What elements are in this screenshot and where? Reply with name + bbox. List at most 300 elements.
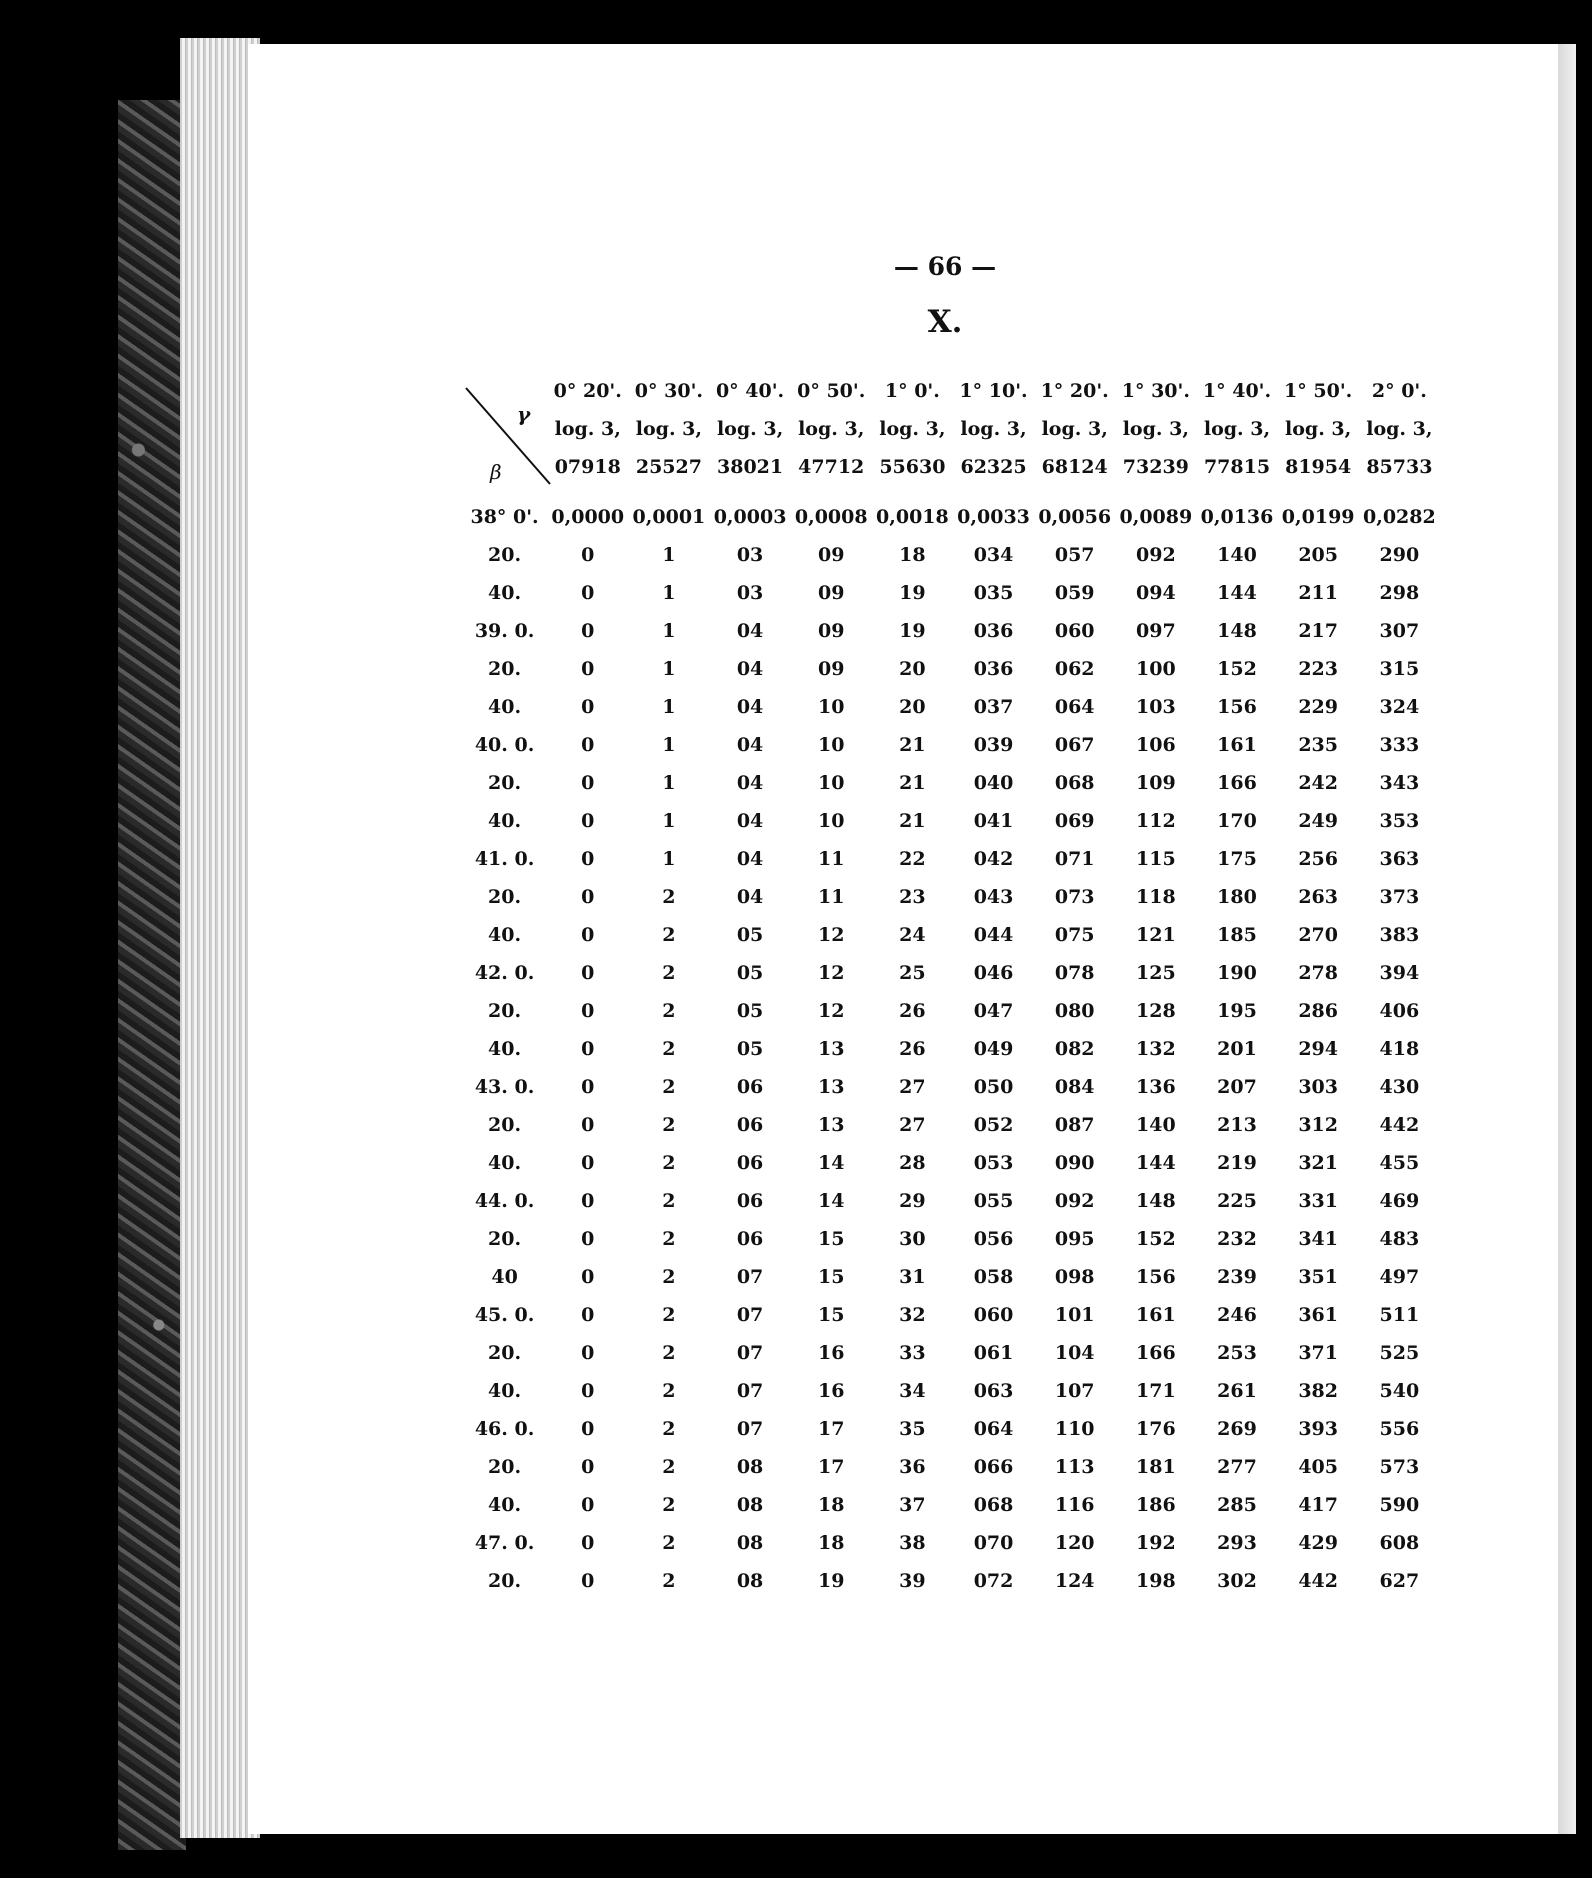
value-cell: 064 <box>973 1418 1014 1440</box>
value-cell: 068 <box>973 1494 1014 1516</box>
value-cell: 148 <box>1217 620 1257 642</box>
header-cell: 1° 40'. <box>1202 380 1272 402</box>
header-cell: 0° 50'. <box>797 380 866 402</box>
value-cell: 1 <box>662 582 676 604</box>
value-cell: 211 <box>1298 582 1338 604</box>
value-cell: 25 <box>899 962 926 984</box>
value-cell: 10 <box>817 810 845 832</box>
value-cell: 175 <box>1217 848 1257 870</box>
table-row <box>462 1068 1440 1106</box>
header-cell: log. 3, <box>960 418 1027 440</box>
value-cell: 229 <box>1298 696 1338 718</box>
value-cell: 067 <box>1054 734 1095 756</box>
header-cell: log. 3, <box>554 418 621 440</box>
value-cell: 12 <box>817 924 845 946</box>
value-cell: 08 <box>736 1494 764 1516</box>
value-cell: 12 <box>817 1000 845 1022</box>
value-cell: 219 <box>1217 1152 1257 1174</box>
value-cell: 21 <box>899 734 926 756</box>
value-cell: 08 <box>736 1570 764 1592</box>
value-cell: 16 <box>817 1342 845 1364</box>
value-cell: 161 <box>1136 1304 1176 1326</box>
value-cell: 11 <box>817 886 845 908</box>
value-cell: 058 <box>973 1266 1014 1288</box>
value-cell: 0,0282 <box>1363 506 1436 528</box>
value-cell: 36 <box>899 1456 926 1478</box>
header-cell: log. 3, <box>1366 418 1433 440</box>
value-cell: 249 <box>1298 810 1338 832</box>
value-cell: 10 <box>817 696 845 718</box>
value-cell: 27 <box>899 1114 926 1136</box>
value-cell: 136 <box>1136 1076 1176 1098</box>
value-cell: 113 <box>1054 1456 1095 1478</box>
value-cell: 2 <box>662 1532 676 1554</box>
value-cell: 22 <box>899 848 926 870</box>
value-cell: 1 <box>662 734 676 756</box>
value-cell: 037 <box>973 696 1014 718</box>
value-cell: 110 <box>1054 1418 1095 1440</box>
beta-cell: 20. <box>488 658 522 680</box>
value-cell: 07 <box>736 1304 764 1326</box>
value-cell: 156 <box>1217 696 1257 718</box>
value-cell: 213 <box>1217 1114 1257 1136</box>
value-cell: 286 <box>1298 1000 1338 1022</box>
value-cell: 627 <box>1379 1570 1420 1592</box>
header-cell: 25527 <box>635 456 702 478</box>
header-cell: log. 3, <box>1203 418 1271 440</box>
value-cell: 2 <box>662 1152 676 1174</box>
value-cell: 0 <box>581 1266 595 1288</box>
value-cell: 225 <box>1217 1190 1257 1212</box>
value-cell: 04 <box>736 810 764 832</box>
value-cell: 290 <box>1379 544 1420 566</box>
header-log-value-row <box>462 448 1440 486</box>
value-cell: 171 <box>1136 1380 1176 1402</box>
value-cell: 186 <box>1136 1494 1176 1516</box>
header-cell: 07918 <box>554 456 621 478</box>
value-cell: 0 <box>581 924 595 946</box>
value-cell: 107 <box>1054 1380 1095 1402</box>
value-cell: 11 <box>817 848 845 870</box>
table-row <box>462 878 1440 916</box>
value-cell: 201 <box>1217 1038 1257 1060</box>
value-cell: 303 <box>1298 1076 1338 1098</box>
value-cell: 104 <box>1054 1342 1095 1364</box>
value-cell: 321 <box>1298 1152 1338 1174</box>
value-cell: 393 <box>1298 1418 1338 1440</box>
value-cell: 072 <box>973 1570 1014 1592</box>
value-cell: 302 <box>1217 1570 1257 1592</box>
value-cell: 073 <box>1054 886 1095 908</box>
value-cell: 036 <box>973 620 1014 642</box>
corner-cell <box>462 372 547 410</box>
value-cell: 18 <box>899 544 926 566</box>
value-cell: 1 <box>662 620 676 642</box>
value-cell: 0 <box>581 848 595 870</box>
table-row <box>462 1030 1440 1068</box>
table-row <box>462 954 1440 992</box>
value-cell: 084 <box>1054 1076 1095 1098</box>
value-cell: 12 <box>817 962 845 984</box>
value-cell: 132 <box>1136 1038 1176 1060</box>
beta-cell: 20. <box>488 1342 522 1364</box>
section-title: X. <box>927 304 963 340</box>
header-cell: 68124 <box>1041 456 1108 478</box>
value-cell: 556 <box>1379 1418 1420 1440</box>
value-cell: 2 <box>662 1418 676 1440</box>
value-cell: 363 <box>1379 848 1420 870</box>
value-cell: 14 <box>817 1152 845 1174</box>
value-cell: 315 <box>1379 658 1420 680</box>
value-cell: 0 <box>581 1570 595 1592</box>
value-cell: 120 <box>1054 1532 1095 1554</box>
value-cell: 497 <box>1379 1266 1420 1288</box>
value-cell: 0 <box>581 620 595 642</box>
value-cell: 285 <box>1217 1494 1257 1516</box>
value-cell: 205 <box>1298 544 1338 566</box>
value-cell: 190 <box>1217 962 1257 984</box>
value-cell: 307 <box>1379 620 1420 642</box>
corner-cell <box>462 448 547 486</box>
value-cell: 1 <box>662 658 676 680</box>
value-cell: 256 <box>1298 848 1338 870</box>
header-cell: log. 3, <box>1122 418 1189 440</box>
value-cell: 195 <box>1217 1000 1257 1022</box>
value-cell: 540 <box>1379 1380 1420 1402</box>
value-cell: 0 <box>581 1190 595 1212</box>
value-cell: 331 <box>1298 1190 1338 1212</box>
beta-cell: 40 <box>491 1266 518 1288</box>
value-cell: 042 <box>973 848 1014 870</box>
value-cell: 1 <box>662 772 676 794</box>
value-cell: 140 <box>1136 1114 1176 1136</box>
table-row <box>462 1144 1440 1182</box>
value-cell: 10 <box>817 772 845 794</box>
value-cell: 036 <box>973 658 1014 680</box>
value-cell: 2 <box>662 1000 676 1022</box>
value-cell: 092 <box>1054 1190 1095 1212</box>
table-row <box>462 802 1440 840</box>
value-cell: 092 <box>1136 544 1176 566</box>
value-cell: 2 <box>662 1494 676 1516</box>
value-cell: 0 <box>581 1114 595 1136</box>
value-cell: 343 <box>1379 772 1420 794</box>
header-cell: 1° 0'. <box>884 380 940 402</box>
header-cell: 1° 50'. <box>1284 380 1353 402</box>
value-cell: 040 <box>973 772 1014 794</box>
value-cell: 0 <box>581 1342 595 1364</box>
table-row <box>462 992 1440 1030</box>
value-cell: 2 <box>662 1190 676 1212</box>
value-cell: 17 <box>817 1418 845 1440</box>
value-cell: 08 <box>736 1456 764 1478</box>
value-cell: 087 <box>1054 1114 1095 1136</box>
value-cell: 109 <box>1136 772 1176 794</box>
value-cell: 525 <box>1379 1342 1420 1364</box>
header-cell: log. 3, <box>879 418 946 440</box>
value-cell: 0 <box>581 658 595 680</box>
value-cell: 270 <box>1298 924 1338 946</box>
value-cell: 21 <box>899 810 926 832</box>
value-cell: 034 <box>973 544 1014 566</box>
table-row <box>462 650 1440 688</box>
beta-cell: 40. 0. <box>474 734 535 756</box>
beta-cell: 40. <box>488 1038 522 1060</box>
value-cell: 152 <box>1136 1228 1176 1250</box>
value-cell: 0 <box>581 810 595 832</box>
beta-cell: 43. 0. <box>474 1076 535 1098</box>
value-cell: 063 <box>973 1380 1014 1402</box>
value-cell: 0 <box>581 582 595 604</box>
value-cell: 351 <box>1298 1266 1338 1288</box>
value-cell: 0 <box>581 962 595 984</box>
value-cell: 2 <box>662 1304 676 1326</box>
corner-cell <box>462 410 547 448</box>
value-cell: 0,0199 <box>1281 506 1355 528</box>
value-cell: 144 <box>1136 1152 1176 1174</box>
value-cell: 293 <box>1217 1532 1257 1554</box>
header-cell: 0° 20'. <box>553 380 622 402</box>
beta-cell: 20. <box>488 1000 522 1022</box>
value-cell: 20 <box>899 696 926 718</box>
value-cell: 125 <box>1136 962 1176 984</box>
value-cell: 33 <box>899 1342 926 1364</box>
value-cell: 442 <box>1298 1570 1338 1592</box>
table-row <box>462 764 1440 802</box>
value-cell: 080 <box>1054 1000 1095 1022</box>
table-row <box>462 536 1440 574</box>
value-cell: 511 <box>1379 1304 1420 1326</box>
value-cell: 07 <box>736 1380 764 1402</box>
header-cell: log. 3, <box>716 418 784 440</box>
table-row <box>462 1334 1440 1372</box>
table-row <box>462 1258 1440 1296</box>
value-cell: 0 <box>581 772 595 794</box>
value-cell: 098 <box>1054 1266 1095 1288</box>
value-cell: 0,0136 <box>1200 506 1274 528</box>
value-cell: 095 <box>1054 1228 1095 1250</box>
header-cell: 1° 20'. <box>1040 380 1109 402</box>
value-cell: 047 <box>973 1000 1014 1022</box>
beta-cell: 20. <box>488 1114 522 1136</box>
value-cell: 057 <box>1054 544 1095 566</box>
value-cell: 04 <box>736 658 764 680</box>
beta-cell: 20. <box>488 1228 522 1250</box>
value-cell: 180 <box>1217 886 1257 908</box>
table-row <box>462 916 1440 954</box>
value-cell: 070 <box>973 1532 1014 1554</box>
value-cell: 30 <box>899 1228 926 1250</box>
corner-gamma-label: γ <box>517 402 531 426</box>
header-cell: log. 3, <box>798 418 865 440</box>
value-cell: 2 <box>662 924 676 946</box>
value-cell: 0 <box>581 1532 595 1554</box>
value-cell: 148 <box>1136 1190 1176 1212</box>
value-cell: 294 <box>1298 1038 1338 1060</box>
header-log-label-row <box>462 410 1440 448</box>
beta-cell: 40. <box>488 696 522 718</box>
table-row <box>462 688 1440 726</box>
value-cell: 394 <box>1379 962 1420 984</box>
value-cell: 0 <box>581 1494 595 1516</box>
value-cell: 071 <box>1054 848 1095 870</box>
value-cell: 044 <box>973 924 1014 946</box>
value-cell: 483 <box>1379 1228 1420 1250</box>
beta-cell: 40. <box>488 1152 522 1174</box>
value-cell: 152 <box>1217 658 1257 680</box>
value-cell: 062 <box>1054 658 1095 680</box>
value-cell: 04 <box>736 734 764 756</box>
value-cell: 064 <box>1054 696 1095 718</box>
value-cell: 049 <box>973 1038 1014 1060</box>
table-row <box>462 1410 1440 1448</box>
value-cell: 278 <box>1298 962 1338 984</box>
value-cell: 140 <box>1217 544 1257 566</box>
value-cell: 176 <box>1136 1418 1176 1440</box>
value-cell: 100 <box>1136 658 1176 680</box>
value-cell: 068 <box>1054 772 1095 794</box>
value-cell: 05 <box>736 1000 764 1022</box>
table-row <box>462 1448 1440 1486</box>
value-cell: 406 <box>1379 1000 1420 1022</box>
value-cell: 198 <box>1136 1570 1176 1592</box>
value-cell: 03 <box>736 582 764 604</box>
table-row <box>462 1296 1440 1334</box>
value-cell: 2 <box>662 1228 676 1250</box>
value-cell: 18 <box>817 1532 845 1554</box>
value-cell: 418 <box>1379 1038 1420 1060</box>
value-cell: 061 <box>973 1342 1014 1364</box>
value-cell: 455 <box>1379 1152 1420 1174</box>
value-cell: 118 <box>1136 886 1176 908</box>
value-cell: 37 <box>899 1494 926 1516</box>
value-cell: 235 <box>1298 734 1338 756</box>
value-cell: 116 <box>1054 1494 1095 1516</box>
value-cell: 185 <box>1217 924 1257 946</box>
beta-cell: 20. <box>488 1570 522 1592</box>
value-cell: 19 <box>899 582 926 604</box>
value-cell: 09 <box>817 620 845 642</box>
value-cell: 263 <box>1298 886 1338 908</box>
header-cell: 0° 30'. <box>634 380 704 402</box>
value-cell: 106 <box>1136 734 1176 756</box>
value-cell: 312 <box>1298 1114 1338 1136</box>
value-cell: 0 <box>581 734 595 756</box>
table-row <box>462 1106 1440 1144</box>
value-cell: 0,0000 <box>551 506 625 528</box>
value-cell: 144 <box>1217 582 1257 604</box>
value-cell: 2 <box>662 1380 676 1402</box>
value-cell: 09 <box>817 658 845 680</box>
value-cell: 29 <box>899 1190 926 1212</box>
value-cell: 269 <box>1217 1418 1257 1440</box>
header-cell: 2° 0'. <box>1371 380 1427 402</box>
value-cell: 2 <box>662 1114 676 1136</box>
beta-cell: 40. <box>488 924 522 946</box>
value-cell: 16 <box>817 1380 845 1402</box>
value-cell: 26 <box>899 1038 926 1060</box>
value-cell: 066 <box>973 1456 1014 1478</box>
value-cell: 38 <box>899 1532 926 1554</box>
value-cell: 0 <box>581 544 595 566</box>
value-cell: 103 <box>1136 696 1176 718</box>
header-cell: 81954 <box>1285 456 1352 478</box>
header-cell: 77815 <box>1203 456 1271 478</box>
value-cell: 082 <box>1054 1038 1095 1060</box>
value-cell: 046 <box>973 962 1014 984</box>
value-cell: 28 <box>899 1152 926 1174</box>
value-cell: 13 <box>817 1076 845 1098</box>
value-cell: 0,0033 <box>957 506 1030 528</box>
header-cell: 0° 40'. <box>715 380 785 402</box>
value-cell: 26 <box>899 1000 926 1022</box>
value-cell: 383 <box>1379 924 1420 946</box>
value-cell: 090 <box>1054 1152 1095 1174</box>
book-spine <box>118 100 186 1850</box>
value-cell: 246 <box>1217 1304 1257 1326</box>
value-cell: 094 <box>1136 582 1176 604</box>
table-row <box>462 840 1440 878</box>
value-cell: 039 <box>973 734 1014 756</box>
table-row <box>462 726 1440 764</box>
value-cell: 04 <box>736 772 764 794</box>
beta-cell: 44. 0. <box>474 1190 535 1212</box>
value-cell: 590 <box>1379 1494 1420 1516</box>
value-cell: 128 <box>1136 1000 1176 1022</box>
value-cell: 166 <box>1217 772 1257 794</box>
value-cell: 2 <box>662 1456 676 1478</box>
value-cell: 05 <box>736 924 764 946</box>
value-cell: 170 <box>1217 810 1257 832</box>
value-cell: 0 <box>581 1304 595 1326</box>
value-cell: 24 <box>899 924 926 946</box>
value-cell: 0 <box>581 886 595 908</box>
value-cell: 101 <box>1054 1304 1095 1326</box>
page-right-edge <box>1558 44 1576 1834</box>
value-cell: 15 <box>817 1304 845 1326</box>
value-cell: 2 <box>662 886 676 908</box>
beta-cell: 41. 0. <box>474 848 535 870</box>
header-cell: 73239 <box>1122 456 1189 478</box>
beta-cell: 40. <box>488 810 522 832</box>
value-cell: 112 <box>1136 810 1176 832</box>
value-cell: 277 <box>1217 1456 1257 1478</box>
value-cell: 1 <box>662 696 676 718</box>
value-cell: 207 <box>1217 1076 1257 1098</box>
value-cell: 156 <box>1136 1266 1176 1288</box>
value-cell: 2 <box>662 1076 676 1098</box>
value-cell: 0,0056 <box>1038 506 1112 528</box>
value-cell: 31 <box>899 1266 926 1288</box>
value-cell: 232 <box>1217 1228 1257 1250</box>
value-cell: 20 <box>899 658 926 680</box>
beta-cell: 38° 0'. <box>470 506 539 528</box>
value-cell: 09 <box>817 582 845 604</box>
value-cell: 608 <box>1379 1532 1420 1554</box>
table-row <box>462 1486 1440 1524</box>
value-cell: 0,0089 <box>1119 506 1193 528</box>
value-cell: 08 <box>736 1532 764 1554</box>
value-cell: 07 <box>736 1342 764 1364</box>
value-cell: 1 <box>662 810 676 832</box>
value-cell: 373 <box>1379 886 1420 908</box>
table-row <box>462 612 1440 650</box>
value-cell: 0 <box>581 1152 595 1174</box>
value-cell: 32 <box>899 1304 926 1326</box>
value-cell: 2 <box>662 1342 676 1364</box>
value-cell: 161 <box>1217 734 1257 756</box>
value-cell: 124 <box>1054 1570 1095 1592</box>
